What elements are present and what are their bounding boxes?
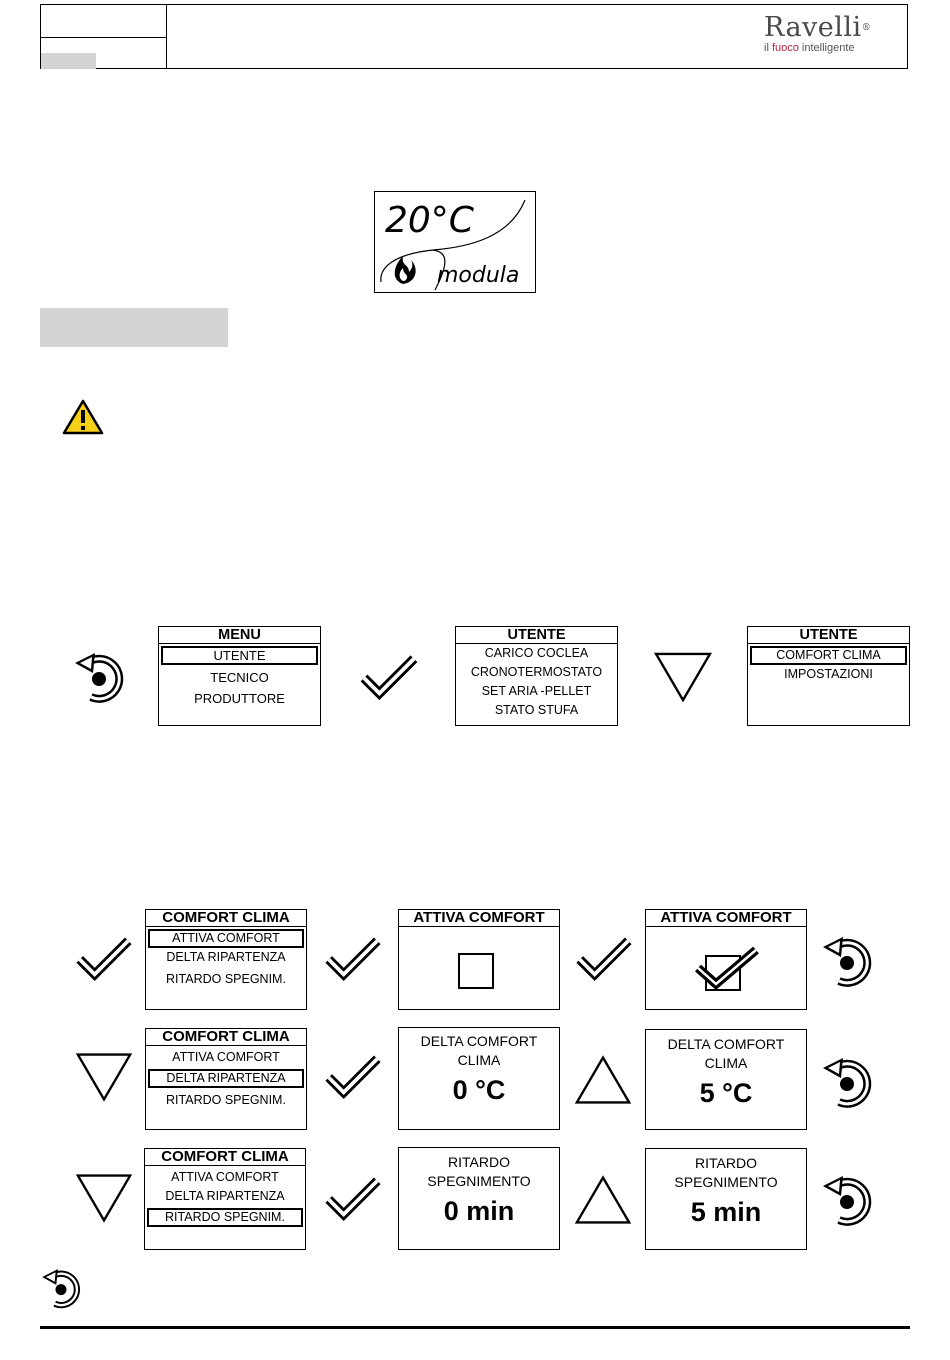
delta-label-line2: CLIMA bbox=[457, 1052, 501, 1068]
check-icon bbox=[576, 935, 632, 982]
triangle-up-icon bbox=[575, 1054, 631, 1106]
comfort-item-delta[interactable]: DELTA RIPARTENZA bbox=[165, 1189, 285, 1203]
flame-icon bbox=[395, 256, 416, 284]
ravelli-logo: Ravelli® il fuoco intelligente bbox=[764, 12, 872, 54]
comfort-clima-display-2 bbox=[145, 1028, 307, 1130]
ritardo-display-5 bbox=[645, 1148, 807, 1250]
comfort-item-attiva[interactable]: ATTIVA COMFORT bbox=[172, 1050, 280, 1064]
comfort-item-attiva[interactable]: ATTIVA COMFORT bbox=[171, 1170, 279, 1184]
comfort-clima-display-3 bbox=[144, 1148, 306, 1250]
comfort-clima-title: COMFORT CLIMA bbox=[146, 910, 306, 927]
comfort-item-ritardo[interactable]: RITARDO SPEGNIM. bbox=[166, 1093, 286, 1107]
warning-icon bbox=[62, 399, 104, 435]
comfort-clima-display-1 bbox=[145, 909, 307, 1010]
comfort-clima-title: COMFORT CLIMA bbox=[145, 1149, 305, 1166]
ritardo-value: 5 min bbox=[690, 1197, 762, 1227]
menu-title: MENU bbox=[159, 627, 320, 644]
menu-item-tecnico[interactable]: TECNICO bbox=[210, 670, 269, 685]
delta-comfort-display-5 bbox=[645, 1029, 807, 1130]
check-icon bbox=[325, 1175, 381, 1222]
utente-submenu-title: UTENTE bbox=[748, 627, 909, 644]
utente-display bbox=[455, 626, 618, 726]
ritardo-label-line1: RITARDO bbox=[695, 1155, 757, 1171]
delta-value: 5 °C bbox=[699, 1078, 753, 1108]
ritardo-label-line1: RITARDO bbox=[448, 1154, 510, 1170]
utente-item-comfort-clima[interactable]: COMFORT CLIMA bbox=[750, 646, 907, 665]
triangle-up-icon bbox=[575, 1174, 631, 1226]
ritardo-display-0 bbox=[398, 1147, 560, 1250]
ritardo-label-line2: SPEGNIMENTO bbox=[427, 1173, 531, 1189]
utente-item-set-aria-pellet[interactable]: SET ARIA -PELLET bbox=[481, 684, 592, 698]
ritardo-value: 0 min bbox=[443, 1196, 515, 1226]
check-icon bbox=[360, 653, 418, 701]
comfort-item-ritardo[interactable]: RITARDO SPEGNIM. bbox=[166, 972, 286, 986]
check-icon bbox=[325, 935, 381, 982]
check-mark-icon bbox=[694, 946, 760, 992]
attiva-comfort-display-on bbox=[645, 909, 807, 1010]
utente-item-impostazioni[interactable]: IMPOSTAZIONI bbox=[784, 667, 873, 681]
header-grey-cell bbox=[41, 53, 96, 69]
comfort-item-ritardo[interactable]: RITARDO SPEGNIM. bbox=[147, 1208, 303, 1227]
section-grey-bar bbox=[40, 308, 228, 347]
check-icon bbox=[325, 1053, 381, 1100]
menu-item-utente[interactable]: UTENTE bbox=[161, 646, 318, 665]
utente-item-stato-stufa[interactable]: STATO STUFA bbox=[494, 703, 579, 717]
menu-display bbox=[158, 626, 321, 726]
modula-icon bbox=[374, 191, 536, 293]
triangle-down-icon bbox=[76, 1051, 132, 1103]
comfort-clima-title: COMFORT CLIMA bbox=[146, 1029, 306, 1046]
comfort-item-delta[interactable]: DELTA RIPARTENZA bbox=[166, 950, 286, 964]
back-arrow-icon bbox=[38, 1266, 84, 1310]
attiva-comfort-title: ATTIVA COMFORT bbox=[646, 910, 806, 927]
delta-value: 0 °C bbox=[452, 1075, 506, 1105]
back-arrow-icon bbox=[818, 1054, 876, 1110]
modula-word: modula bbox=[437, 263, 520, 288]
back-arrow-icon bbox=[70, 649, 128, 705]
comfort-item-attiva[interactable]: ATTIVA COMFORT bbox=[148, 929, 304, 948]
delta-label-line1: DELTA COMFORT bbox=[667, 1036, 785, 1052]
menu-item-produttore[interactable]: PRODUTTORE bbox=[194, 691, 285, 706]
checkbox-unchecked[interactable] bbox=[458, 953, 494, 989]
delta-comfort-display-0 bbox=[398, 1027, 560, 1130]
footer-rule bbox=[40, 1326, 910, 1329]
triangle-down-icon bbox=[76, 1172, 132, 1224]
ritardo-label-line2: SPEGNIMENTO bbox=[674, 1174, 778, 1190]
utente-submenu-display bbox=[747, 626, 910, 726]
utente-item-cronotermostato[interactable]: CRONOTERMOSTATO bbox=[470, 665, 603, 679]
attiva-comfort-display-off bbox=[398, 909, 560, 1010]
back-arrow-icon bbox=[818, 933, 876, 989]
comfort-item-delta[interactable]: DELTA RIPARTENZA bbox=[148, 1069, 304, 1088]
header-divider bbox=[166, 5, 167, 69]
check-icon bbox=[76, 935, 132, 982]
utente-item-carico-coclea[interactable]: CARICO COCLEA bbox=[484, 646, 589, 660]
delta-label-line2: CLIMA bbox=[704, 1055, 748, 1071]
header-cell-divider bbox=[41, 37, 166, 38]
delta-label-line1: DELTA COMFORT bbox=[420, 1033, 538, 1049]
back-arrow-icon bbox=[818, 1172, 876, 1228]
modula-temp: 20°C bbox=[385, 200, 474, 241]
attiva-comfort-title: ATTIVA COMFORT bbox=[399, 910, 559, 927]
utente-title: UTENTE bbox=[456, 627, 617, 644]
triangle-down-icon bbox=[654, 652, 712, 702]
